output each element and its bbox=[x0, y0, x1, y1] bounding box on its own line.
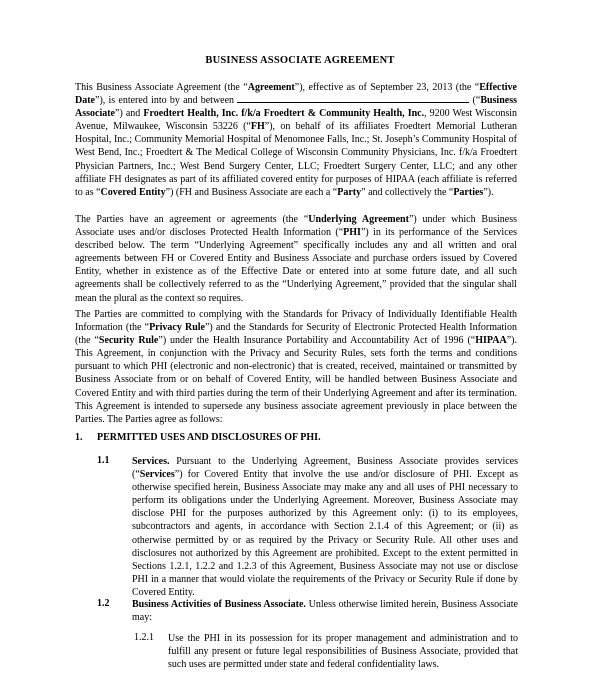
compliance-paragraph: The Parties are committed to complying with the Standards for Privacy of Individually Identifiable Health Information (the “Privacy Rule”) and the Standards for Security of Electronic Protected Health Information (the “Security Rule”) under the Health Insurance Portability and Accountability Act of 1996 (“HIPAA”). This Agreement, in conjunction with the Privacy and Security Rules, sets forth the terms and conditions pursuant to which PHI (electronic and non-electronic) that is created, received, maintained or transmitted by Business Associate from or on behalf of Covered Entity, will be handled between Business Associate and Covered Entity and with third parties during the term of their Underlying Agreement and after its termination. This Agreement is intended to supersede any business associate agreement previously in place between the Parties. The Parties agree as follows: bbox=[75, 309, 517, 425]
subsection-number: 1.1 bbox=[97, 455, 110, 466]
underlying-agreement-paragraph: The Parties have an agreement or agreements (the “Underlying Agreement”) under which Business Associate uses and/or discloses Protected Health Information (“PHI”) in its performance of the Services described below. The term “Underlying Agreement” specifically includes any and all written and oral agreements between FH or Covered Entity and Business Associate and purchase orders issued by Covered Entity, whether in existence as of the Effective Date or entered into at some future date, and all such agreements shall be collectively referred to as the “Underlying Agreement,” provided that the singular shall mean the plural as the context so requires. bbox=[75, 214, 517, 304]
section-heading: PERMITTED USES AND DISCLOSURES OF PHI. bbox=[97, 432, 321, 443]
services-clause: Services. Pursuant to the Underlying Agreement, Business Associate provides services (“Services”) for Covered Entity that involve the use and/or disclosure of PHI. Except as otherwise specified herein, Business Associate may make any and all uses of PHI necessary to perform its obligations under the Underlying Agreement. Moreover, Business Associate may disclose PHI for the purposes authorized by this Agreement only: (i) to its employees, subcontractors and agents, in accordance with Section 2.1.4 of this Agreement; or (ii) as otherwise permitted by or as required by the Privacy or Security Rule. All other uses and disclosures not authorized by this Agreement are prohibited. Except to the extent permitted in Sections 1.2.1, 1.2.2 and 1.2.3 of this Agreement, Business Associate may not use or disclose PHI in a manner that would violate the requirements of the Privacy or Security Rule if done by Covered Entity. bbox=[132, 456, 518, 598]
intro-paragraph: This Business Associate Agreement (the “Agreement”), effective as of September 23, 2013 (the “Effective Date”), is entered into by and between (“Business Associate”) and Froedtert Health, Inc. f/k/a Froedtert & Community Health, Inc., 9200 West Wisconsin Avenue, Milwaukee, Wisconsin 53226 (“FH”), on behalf of its affiliates Froedtert Memorial Lutheran Hospital, Inc.; Community Memorial Hospital of Menomonee Falls, Inc.; St. Joseph’s Community Hospital of West Bend, Inc.; Froedtert & The Medical College of Wisconsin Community Physicians, Inc. f/k/a Froedtert Physician Partners, Inc.; West Bend Surgery Center, LLC; Froedtert Surgery Center, LLC; and any other affiliate FH designates as part of its affiliated covered entity for purposes of HIPAA (each affiliate is referred to as “Covered Entity”) (FH and Business Associate are each a “Party” and collectively the “Parties”). bbox=[75, 82, 518, 198]
party-name-blank bbox=[237, 94, 469, 103]
document-title: BUSINESS ASSOCIATE AGREEMENT bbox=[205, 55, 395, 66]
management-clause: Use the PHI in its possession for its proper management and administration and to fulfill any present or future legal responsibilities of Business Associate, provided that such uses are permitted under state and federal confidentiality laws. bbox=[168, 633, 518, 671]
business-activities-clause: Business Activities of Business Associate. Unless otherwise limited herein, Business Associate may: bbox=[132, 599, 518, 624]
subsection-number: 1.2 bbox=[97, 598, 110, 609]
subsection-number: 1.2.1 bbox=[134, 632, 154, 643]
section-number: 1. bbox=[75, 432, 83, 443]
